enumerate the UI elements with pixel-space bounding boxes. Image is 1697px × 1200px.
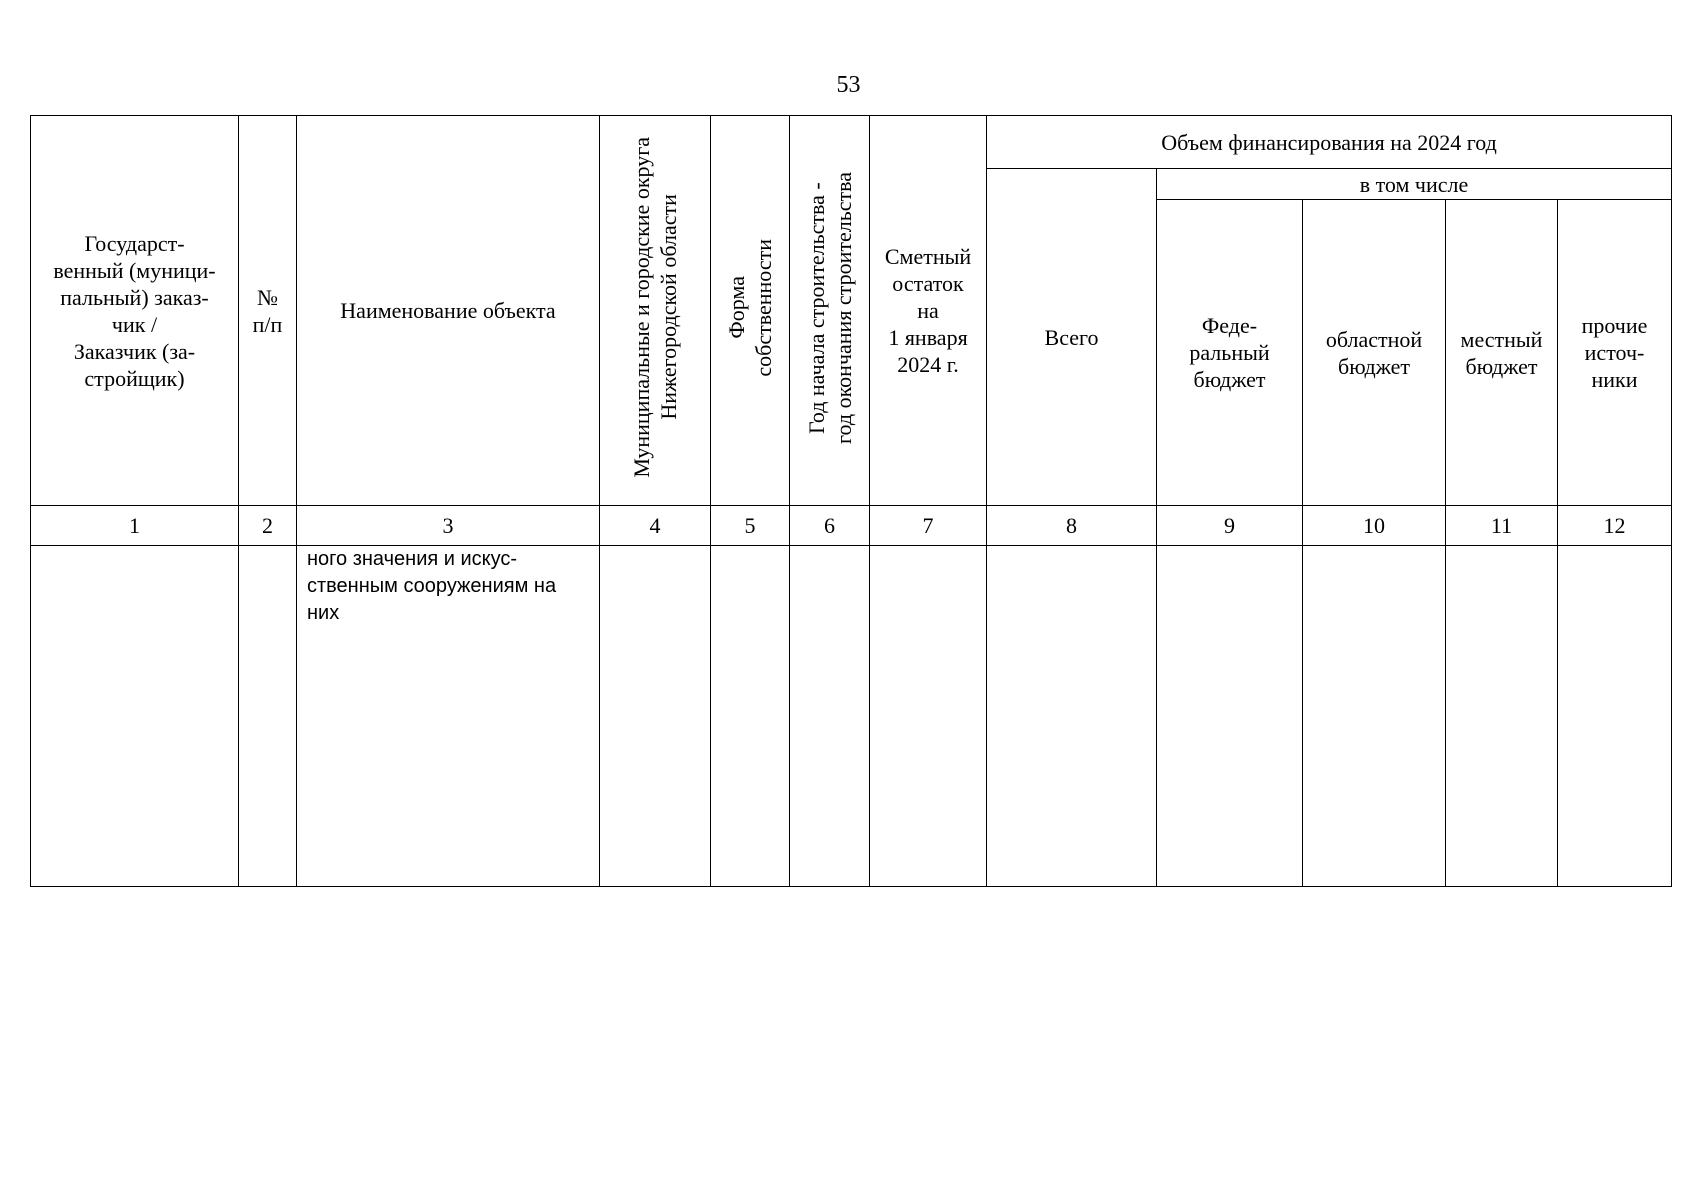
column-numbers-row bbox=[31, 506, 1672, 546]
column-number: 7 bbox=[870, 506, 987, 546]
column-number: 1 bbox=[31, 506, 239, 546]
header-federal: Феде- ральный бюджет bbox=[1157, 200, 1303, 506]
header-object-name: Наименование объекта bbox=[297, 116, 600, 506]
header-other: прочие источ- ники bbox=[1558, 200, 1672, 506]
header-municipalities: Муниципальные и городские округа Нижегородской области bbox=[600, 116, 711, 506]
cell-number bbox=[239, 546, 297, 887]
cell-federal bbox=[1157, 546, 1303, 887]
cell-customer bbox=[31, 546, 239, 887]
column-number: 5 bbox=[711, 506, 790, 546]
column-number: 11 bbox=[1446, 506, 1558, 546]
header-regional: областной бюджет bbox=[1303, 200, 1446, 506]
header-ownership: Форма собственности bbox=[711, 116, 790, 506]
column-number: 6 bbox=[790, 506, 870, 546]
page-number: 53 bbox=[836, 72, 861, 98]
cell-object-name: ного значения и искус- ственным сооружениям на них bbox=[297, 546, 600, 887]
financing-table bbox=[30, 115, 1672, 887]
column-number: 10 bbox=[1303, 506, 1446, 546]
cell-total bbox=[987, 546, 1157, 887]
column-number: 9 bbox=[1157, 506, 1303, 546]
header-construction-years: Год начала строительства - год окончания строительства bbox=[790, 116, 870, 506]
cell-municipality bbox=[600, 546, 711, 887]
cell-regional bbox=[1303, 546, 1446, 887]
header-estimated-balance: Сметный остаток на 1 января 2024 г. bbox=[870, 116, 987, 506]
header-customer: Государст- венный (муници- пальный) заказ- чик / Заказчик (за- стройщик) bbox=[31, 116, 239, 506]
column-number: 2 bbox=[239, 506, 297, 546]
header-number: № п/п bbox=[239, 116, 297, 506]
column-number: 4 bbox=[600, 506, 711, 546]
header-local: местный бюджет bbox=[1446, 200, 1558, 506]
column-number: 12 bbox=[1558, 506, 1672, 546]
column-number: 8 bbox=[987, 506, 1157, 546]
header-funding-title: Объем финансирования на 2024 год bbox=[987, 116, 1672, 169]
header-including: в том числе bbox=[1157, 169, 1672, 200]
cell-ownership bbox=[711, 546, 790, 887]
table-row bbox=[31, 546, 1672, 887]
column-number: 3 bbox=[297, 506, 600, 546]
cell-estimated-balance bbox=[870, 546, 987, 887]
cell-local bbox=[1446, 546, 1558, 887]
cell-other bbox=[1558, 546, 1672, 887]
cell-construction-years bbox=[790, 546, 870, 887]
header-total: Всего bbox=[987, 169, 1157, 506]
